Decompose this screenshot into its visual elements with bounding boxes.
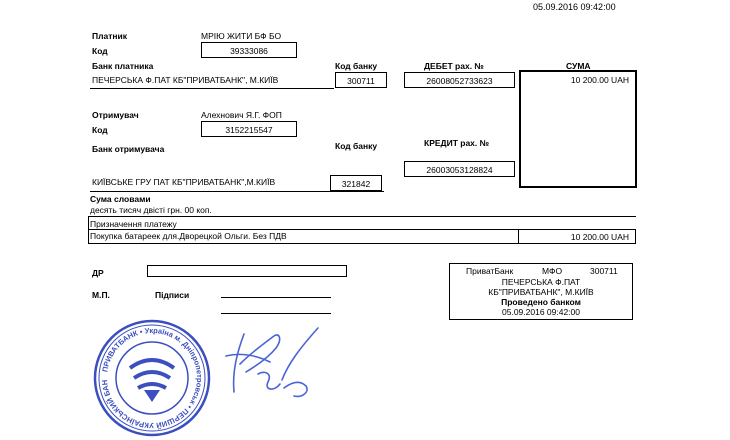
- debit-account: 26008052733623: [426, 76, 493, 86]
- sum-words-line: [88, 216, 636, 217]
- stamp-bank: ПриватБанк: [466, 266, 514, 276]
- svg-text:ПРИВАТБАНК • Україна м. Дніпро: ПРИВАТБАНК • Україна м. Дніпропетровськ • ПЕРШИЙ УКРАЇНСЬКИЙ БАН: [99, 325, 205, 431]
- bank-code-header-2: Код банку: [335, 141, 378, 151]
- amount-header: СУМА: [566, 61, 591, 71]
- bank-code-header: Код банку: [335, 61, 378, 71]
- credit-bank-code: 321842: [341, 179, 371, 189]
- sum-words-value: десять тисяч двісті грн. 00 коп.: [90, 205, 212, 215]
- stamp-status: Проведено банком: [501, 297, 581, 307]
- stamp-mfo: 300711: [590, 266, 618, 276]
- credit-bank-code-box: [330, 175, 382, 191]
- debit-bank-code: 300711: [347, 76, 375, 86]
- header-datetime: 05.09.2016 09:42:00: [533, 2, 616, 12]
- dr-field: [147, 265, 347, 277]
- signatures-label: Підписи: [155, 290, 190, 300]
- payer-code-box: [201, 42, 297, 58]
- recipient-bank-name: КИЇВСЬКЕ ГРУ ПАТ КБ"ПРИВАТБАНК",М.КИЇВ: [92, 177, 276, 187]
- purpose-bottom-line: [88, 243, 518, 244]
- signature-icon: [222, 322, 332, 400]
- payer-label: Платник: [92, 31, 128, 41]
- credit-account-box: [404, 161, 515, 177]
- recipient-bank-label: Банк отримувача: [92, 144, 165, 154]
- seal-icon: [92, 318, 212, 438]
- recipient-code-box: [201, 121, 297, 137]
- payer-name: МРІЮ ЖИТИ БФ БО: [201, 31, 282, 41]
- payer-bank-underline: [90, 88, 334, 89]
- recipient-code-label: Код: [92, 125, 108, 135]
- recipient-label: Отримувач: [92, 110, 139, 120]
- amount-value: 10 200.00 UAH: [570, 75, 629, 85]
- signature-line-2: [221, 313, 331, 314]
- mp-label: М.П.: [92, 290, 110, 300]
- recipient-code: 3152215547: [225, 125, 273, 135]
- dr-label: ДР: [92, 268, 104, 278]
- amount-box: [519, 70, 637, 188]
- purpose-amount: 10 200.00 UAH: [570, 232, 629, 242]
- debit-account-box: [404, 72, 515, 88]
- payer-bank-label: Банк платника: [92, 61, 154, 71]
- payer-code-label: Код: [92, 46, 108, 56]
- debit-bank-code-box: [335, 72, 387, 88]
- stamp-mfo-label: МФО: [542, 266, 563, 276]
- bank-stamp-box: [449, 263, 633, 320]
- recipient-bank-underline: [90, 191, 384, 192]
- recipient-name: Алехнович Я.Г. ФОП: [201, 110, 282, 120]
- payer-code: 39333086: [230, 46, 268, 56]
- purpose-value: Покупка батареек для.Дворецкой Ольги. Без ПДВ: [90, 231, 287, 241]
- purpose-label: Призначення платежу: [90, 219, 177, 229]
- payer-bank-name: ПЕЧЕРСЬКА Ф.ПАТ КБ"ПРИВАТБАНК", М.КИЇВ: [92, 75, 279, 85]
- sum-words-label: Сума словами: [90, 194, 151, 204]
- stamp-line2: КБ"ПРИВАТБАНК", М.КИЇВ: [488, 287, 594, 297]
- stamp-datetime: 05.09.2016 09:42:00: [502, 307, 580, 317]
- purpose-amount-box: [518, 229, 636, 244]
- credit-header: КРЕДИТ рах. №: [424, 138, 490, 148]
- bank-seal: [92, 318, 212, 431]
- stamp-line1: ПЕЧЕРСЬКА Ф.ПАТ: [501, 277, 581, 287]
- credit-account: 26003053128824: [426, 165, 493, 175]
- handwritten-signature: [222, 322, 332, 400]
- debit-header: ДЕБЕТ рах. №: [424, 61, 484, 71]
- signature-line-1: [221, 297, 331, 298]
- purpose-left-border: [88, 216, 89, 244]
